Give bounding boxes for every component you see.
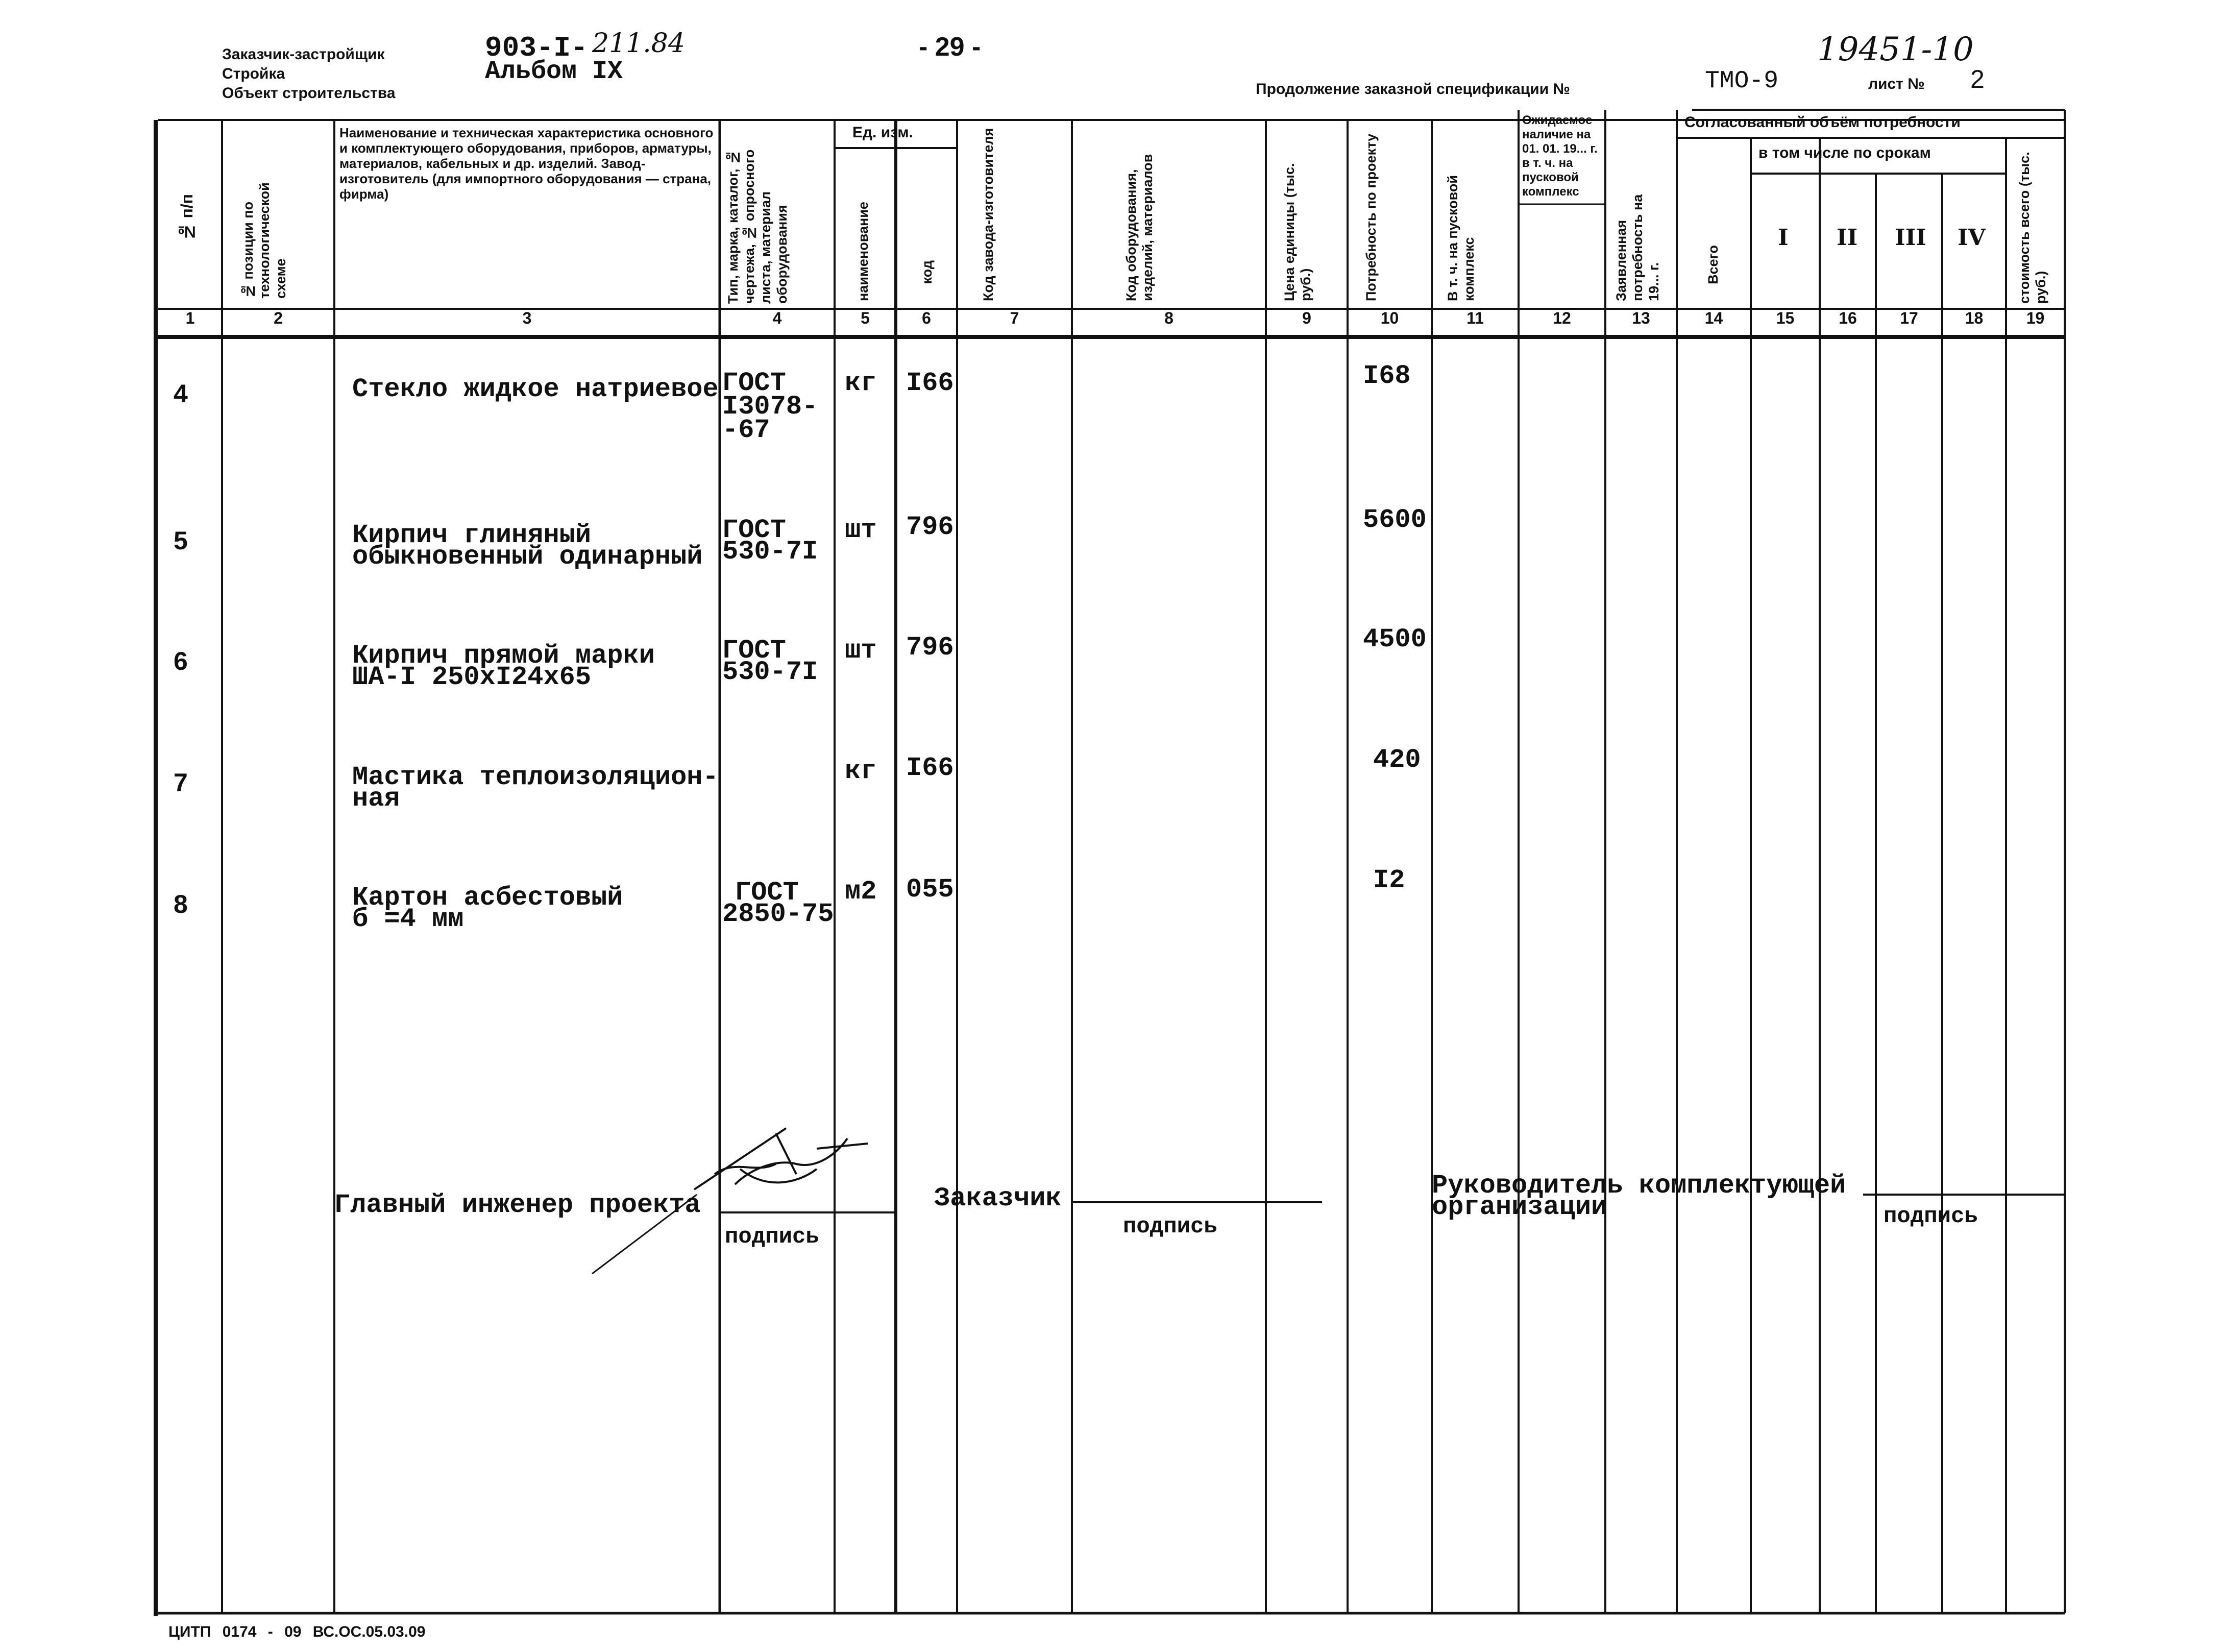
col-number: 12 <box>1553 309 1571 327</box>
col-19-header: стоимость всего (тыс. руб.) <box>2017 152 2048 304</box>
col-11-header: В т. ч. на пусковой комплекс <box>1445 175 1477 301</box>
project-code-handwritten: 211.84 <box>592 28 685 59</box>
item-unit-code: 796 <box>906 633 954 663</box>
col-6-header: код <box>919 260 935 284</box>
col-17-header: III <box>1895 225 1926 251</box>
col-12-header: Ожидаемое наличие на 01. 01. 19... г. в т. ч. на пусковой комплекс <box>1522 113 1598 199</box>
col-number: 2 <box>274 309 283 327</box>
sheet-number: 2 <box>1970 65 1985 93</box>
item-unit: шт <box>845 515 877 545</box>
head-org-label: Руководитель комплектующей <box>1432 1171 1846 1201</box>
item-quantity: I68 <box>1363 361 1411 391</box>
col-15-header: I <box>1778 225 1789 251</box>
item-unit: м2 <box>845 877 877 907</box>
item-quantity: 5600 <box>1363 505 1427 535</box>
item-gost: 530-7I <box>722 537 818 567</box>
col-number: 10 <box>1380 309 1399 327</box>
col-16-header: II <box>1837 225 1858 251</box>
col-number: 7 <box>1010 309 1019 327</box>
footer-code: ЦИТП 0174 - 09 ВС.ОС.05.03.09 <box>168 1623 426 1640</box>
signature-caption: подпись <box>725 1224 819 1250</box>
col-number: 16 <box>1839 309 1857 327</box>
row-number: 5 <box>174 526 188 555</box>
row-number: 6 <box>174 647 188 675</box>
col-18-header: IV <box>1958 225 1986 251</box>
terms-group-header: в том числе по срокам <box>1758 144 1931 161</box>
item-quantity: I2 <box>1373 865 1405 895</box>
item-name: Стекло жидкое натриевое <box>352 374 719 404</box>
col-4-header: Тип, марка, каталог, № чертежа, № опросного листа, материал оборудования <box>725 149 790 304</box>
unit-group-header: Ед. изм. <box>852 124 913 141</box>
item-quantity: 4500 <box>1363 624 1427 654</box>
col-number: 1 <box>185 309 195 327</box>
object-label: Объект строительства <box>222 85 396 102</box>
col-7-header: Код завода-изготовителя <box>981 128 996 301</box>
chief-engineer-label: Главный инженер проекта <box>334 1190 701 1220</box>
signature-caption: подпись <box>1123 1214 1217 1240</box>
page-number: - 29 - <box>919 32 981 62</box>
col-number: 19 <box>2026 309 2045 327</box>
project-code: 903-I- <box>485 32 588 64</box>
item-gost: -67 <box>722 415 770 445</box>
customer-label: Заказчик-застройщик <box>222 46 385 63</box>
agreed-group-header: Согласованный объём потребности <box>1684 114 1961 131</box>
col-number: 8 <box>1164 309 1173 327</box>
item-unit: кг <box>845 368 877 398</box>
col-9-header: Цена единицы (тыс. руб.) <box>1282 163 1313 301</box>
item-quantity: 420 <box>1373 745 1421 775</box>
item-name: обыкновенный одинарный <box>352 542 703 572</box>
col-number: 15 <box>1776 309 1795 327</box>
item-gost: ГОСТ <box>735 878 799 908</box>
col-number: 14 <box>1704 309 1723 327</box>
row-number: 4 <box>174 379 188 408</box>
item-gost: ГОСТ <box>722 515 786 545</box>
col-13-header: Заявленная потребность на 19... г. <box>1613 194 1661 301</box>
col-number: 5 <box>861 309 870 327</box>
item-name: ША-I 250хI24х65 <box>352 662 592 692</box>
item-unit-code: I66 <box>906 368 954 398</box>
item-unit: кг <box>845 756 877 786</box>
item-gost: ГОСТ <box>722 368 786 398</box>
item-name: б =4 мм <box>352 904 464 934</box>
item-gost: 2850-75 <box>722 899 834 929</box>
col-number: 18 <box>1965 309 1984 327</box>
item-name: Кирпич прямой марки <box>352 641 655 671</box>
spec-number: ТМО-9 <box>1705 67 1779 95</box>
col-3-header: Наименование и техническая характеристика основного и комплектующего оборудования, приборов, арматуры, материалов, кабельных и др. изделий. Завод-изготовитель (для импортного оборудования — страна, фирма) <box>339 125 714 202</box>
col-number: 6 <box>922 309 931 327</box>
item-unit-code: 055 <box>906 874 954 905</box>
col-number: 11 <box>1466 309 1484 327</box>
col-2-header: № позиции по технологической схеме <box>240 182 288 299</box>
item-name: ная <box>352 784 400 814</box>
item-name: Картон асбестовый <box>352 883 623 913</box>
row-number: 7 <box>174 768 188 797</box>
col-14-header: Всего <box>1705 245 1721 284</box>
row-number: 8 <box>174 890 188 918</box>
col-10-header: Потребность по проекту <box>1363 133 1379 301</box>
col-number: 17 <box>1900 309 1918 327</box>
site-label: Стройка <box>222 65 285 82</box>
item-name: Мастика теплоизоляцион- <box>352 762 719 792</box>
item-unit-code: I66 <box>906 753 954 783</box>
col-number: 13 <box>1632 309 1650 327</box>
col-number: 9 <box>1302 309 1311 327</box>
item-unit-code: 796 <box>906 512 954 542</box>
item-gost: ГОСТ <box>722 636 786 666</box>
customer-label-signature: Заказчик <box>934 1183 1062 1213</box>
col-1-header: № п/п <box>178 194 196 241</box>
sheet-label: лист № <box>1868 76 1925 92</box>
item-unit: шт <box>845 636 877 666</box>
album-label: Альбом IX <box>485 57 623 86</box>
item-gost: I3078- <box>722 392 818 422</box>
col-5-header: наименование <box>855 202 871 301</box>
archive-number: 19451-10 <box>1817 31 1974 68</box>
signature-caption: подпись <box>1884 1204 1978 1229</box>
head-org-label: организации <box>1432 1192 1607 1222</box>
continuation-label: Продолжение заказной спецификации № <box>1256 81 1570 98</box>
col-number: 4 <box>772 309 782 327</box>
item-name: Кирпич глиняный <box>352 520 592 550</box>
col-number: 3 <box>522 309 532 327</box>
col-8-header: Код оборудования, изделий, материалов <box>1123 154 1155 301</box>
item-gost: 530-7I <box>722 657 818 687</box>
